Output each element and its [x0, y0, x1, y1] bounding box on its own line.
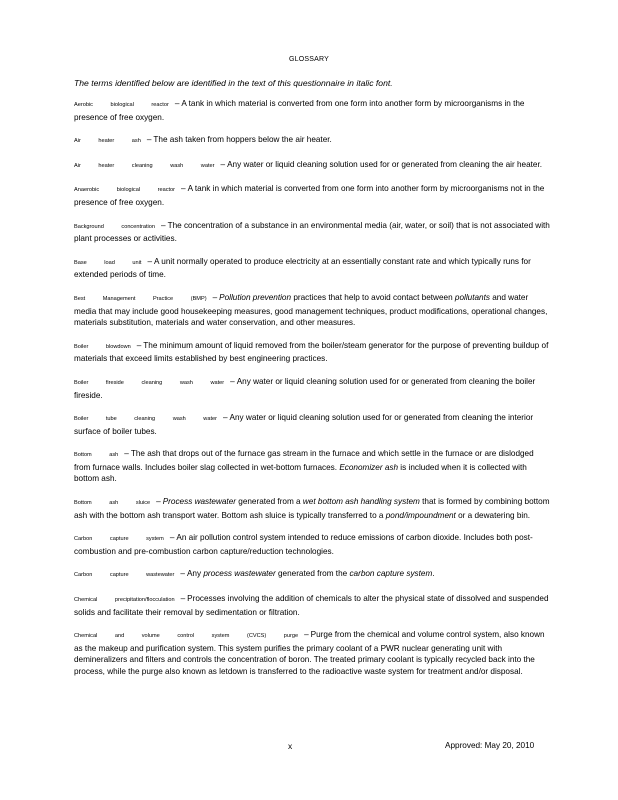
glossary-definition-italic: wet bottom ash handling system — [302, 497, 420, 507]
glossary-term: Bottom ash — [74, 452, 119, 459]
glossary-definition: The ash taken from hoppers below the air heater. — [153, 135, 332, 145]
glossary-definition: generated from a — [235, 497, 303, 507]
glossary-term: Chemical and volume control system (CVCS) purge — [74, 633, 299, 640]
glossary-definition: An air pollution control system intended to reduce emissions of carbon dioxide. Includes both post-combustion and pre-combustion carbon capture/reduction technologies. — [74, 533, 533, 556]
glossary-definition-italic: Process wastewater — [162, 497, 236, 507]
term-dash: – — [212, 292, 218, 302]
term-dash: – — [220, 159, 226, 169]
glossary-entry — [74, 412, 550, 437]
term-dash: – — [304, 630, 309, 640]
glossary-definition: generated from the — [275, 569, 350, 579]
term-dash: – — [180, 569, 185, 579]
glossary-term: Carbon capture wastewater — [74, 572, 175, 579]
glossary-definition: . — [432, 569, 435, 579]
approval-date: Approved: May 20, 2010 — [445, 741, 535, 750]
glossary-term: Boiler blowdown — [74, 343, 131, 350]
glossary-entry — [74, 159, 550, 173]
glossary-entry — [74, 593, 550, 618]
glossary-definition-italic: carbon capture system — [349, 569, 433, 579]
glossary-definition: The minimum amount of liquid removed from the boiler/steam generator for the purpose of preventing buildup of materials that exceed limits established by best engineering practices. — [74, 340, 549, 364]
term-dash: – — [136, 340, 142, 350]
page-title: GLOSSARY — [289, 56, 329, 63]
glossary-definition-italic: process wastewater — [203, 569, 276, 579]
glossary-definition: or a dewatering bin. — [455, 510, 531, 520]
glossary-entry — [74, 629, 550, 677]
glossary-definition-italic: pond/impoundment — [385, 510, 456, 520]
glossary-definition: A tank in which material is converted from one form into another form by microorganisms in the presence of free oxygen. — [74, 99, 525, 122]
glossary-entry — [74, 183, 550, 208]
term-dash: – — [181, 184, 186, 194]
glossary-definition: practices that help to avoid contact between — [291, 292, 455, 302]
glossary-entry — [74, 448, 550, 485]
glossary-term: Bottom ash sluice — [74, 500, 151, 507]
term-dash: – — [161, 220, 166, 230]
glossary-term: Best Management Practice (BMP) — [74, 295, 207, 302]
glossary-term: Carbon capture system — [74, 536, 164, 543]
glossary-definition-italic: Pollution prevention — [219, 292, 292, 302]
glossary-definition: that is formed by combining bottom ash with the bottom ash transport water. Bottom ash sluice is typically transferred to a — [74, 497, 550, 520]
glossary-list — [74, 98, 550, 689]
glossary-term: Boiler fireside cleaning wash water — [74, 379, 225, 386]
glossary-entry — [74, 134, 550, 148]
term-dash: – — [230, 376, 235, 386]
term-dash: – — [180, 594, 186, 604]
glossary-entry — [74, 340, 550, 365]
glossary-entry — [74, 376, 550, 401]
glossary-term: Anaerobic biological reactor — [74, 187, 176, 194]
glossary-definition-italic: pollutants — [454, 292, 490, 302]
intro-text: The terms identified below are identified in the text of this questionnaire in italic font. — [74, 78, 393, 88]
glossary-definition: A unit normally operated to produce electricity at an essentially constant rate and which typically runs for extended periods of time. — [74, 256, 531, 280]
glossary-definition: A tank in which material is converted from one form into another form by microorganisms not in the presence of free oxygen. — [74, 184, 545, 207]
term-dash: – — [147, 256, 153, 266]
glossary-entry — [74, 292, 550, 329]
term-dash: – — [124, 449, 129, 459]
glossary-term: Base load unit — [74, 259, 142, 266]
glossary-term: Chemical precipitation/flocculation — [74, 597, 175, 604]
glossary-entry — [74, 220, 550, 245]
glossary-definition-italic: Economizer ash — [339, 462, 399, 472]
glossary-entry — [74, 532, 550, 557]
glossary-definition: is included when it is collected with bottom ash. — [74, 462, 527, 484]
glossary-definition: Any water or liquid cleaning solution used for or generated from cleaning the air heater. — [227, 159, 543, 169]
glossary-definition: Purge from the chemical and volume control system, also known as the makeup and purification system. This system purifies the primary coolant of a PWR nuclear generating unit with demineralizers and filters and controls the concentration of boron. The treated primary coolant is typically recycled back into the process, while the purge also known as letdown is transferred to the radioactive waste system for treatment and/or disposal. — [74, 630, 545, 676]
glossary-term: Air heater cleaning wash water — [74, 162, 215, 169]
glossary-term: Aerobic biological reactor — [74, 102, 169, 108]
term-dash: – — [146, 135, 152, 145]
glossary-definition: Any water or liquid cleaning solution used for or generated from cleaning the boiler fireside. — [74, 376, 536, 400]
glossary-term: Boiler tube cleaning wash water — [74, 416, 217, 423]
glossary-definition: and water media that may include good housekeeping measures, good management techniques, product modifications, operational changes, materials substitution, materials and water conservation, and other measures. — [74, 292, 548, 328]
glossary-definition: The ash that drops out of the furnace gas stream in the furnace and which settle in the furnace or are dislodged from furnace walls. Includes boiler slag collected in wet-bottom furnaces. — [74, 449, 534, 472]
glossary-term: Background concentration — [74, 223, 155, 230]
glossary-entry — [74, 568, 550, 582]
glossary-definition: Processes involving the addition of chemicals to alter the physical state of dissolved and suspended solids and facilitate their removal by sedimentation or filtration. — [74, 594, 549, 617]
term-dash: – — [156, 497, 161, 507]
glossary-definition: Any — [186, 569, 204, 579]
term-dash: – — [174, 99, 180, 108]
glossary-entry — [74, 256, 550, 281]
term-dash: – — [222, 413, 228, 423]
glossary-definition: The concentration of a substance in an environmental media (air, water, or soil) that is not associated with plant processes or activities. — [74, 220, 550, 244]
glossary-entry — [74, 98, 550, 123]
page-number: x — [288, 741, 293, 751]
glossary-term: Air heater ash — [74, 138, 141, 145]
term-dash: – — [169, 533, 175, 543]
glossary-entry — [74, 496, 550, 521]
glossary-definition: Any water or liquid cleaning solution used for or generated from cleaning the interior surface of boiler tubes. — [74, 413, 534, 436]
